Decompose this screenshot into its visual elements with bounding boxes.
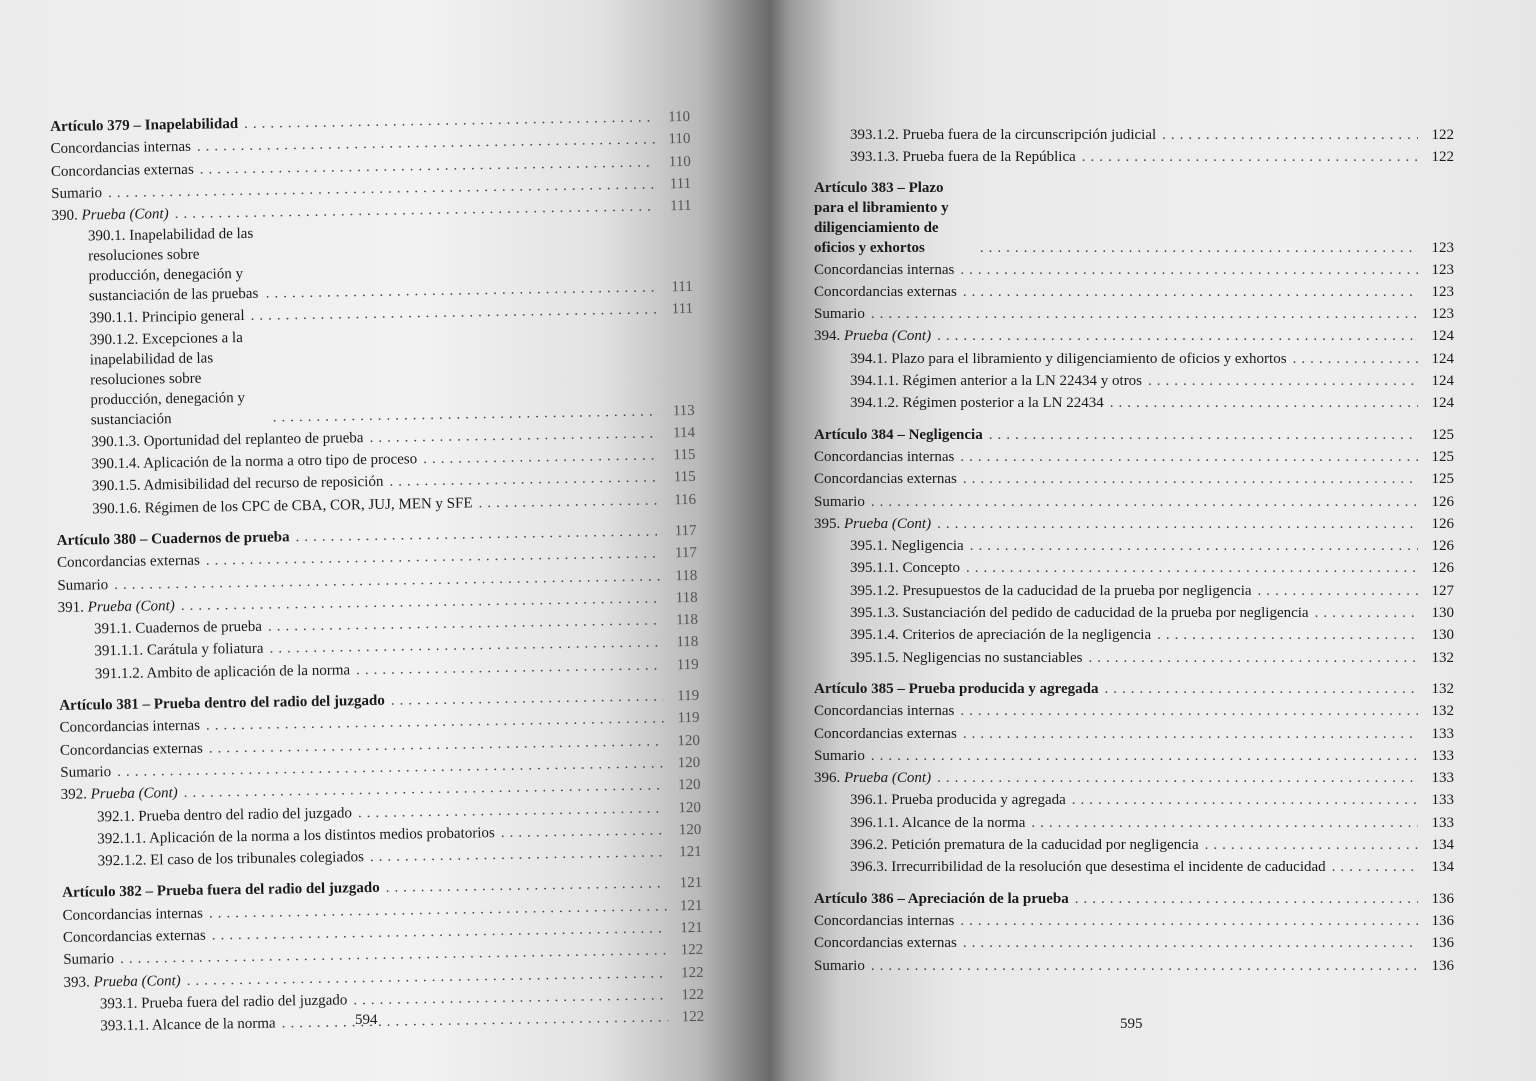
toc-page-number: 120 [677,732,701,749]
toc-page-number: 111 [669,198,692,215]
dot-leader [1072,789,1418,811]
toc-page-number: 122 [1431,127,1454,143]
toc-entry-label: 395.1. Negligencia [850,538,964,555]
toc-page-number: 120 [678,799,702,816]
toc-entry-label: 392.1.1. Aplicación de la norma a los distintos medios probatorios [97,824,495,848]
toc-page-number: 111 [671,279,693,296]
toc-entry [814,178,1454,259]
toc-entry [814,745,1454,767]
toc-page-number: 121 [680,919,703,937]
toc-page-number: 122 [1431,149,1454,166]
toc-entry-label: Artículo 386 – Apreciación de la prueba [814,890,1069,907]
toc-entry-number: 391. [57,599,85,616]
toc-page-number: 122 [680,964,704,981]
dot-leader [356,654,663,681]
toc-entry [814,513,1454,535]
toc-page-number: 124 [1431,350,1454,367]
dot-leader [960,446,1418,468]
toc-entry [814,856,1454,878]
toc-entry [814,468,1454,490]
dot-leader [960,910,1418,932]
dot-leader [1315,602,1418,624]
toc-page-number: 133 [1431,814,1454,831]
dot-leader [960,700,1418,722]
toc-page-number: 121 [679,875,703,892]
toc-page-number: 130 [1431,605,1454,622]
toc-entry [814,910,1454,932]
toc-page-number: 136 [1431,957,1454,974]
dot-leader [370,842,666,869]
toc-page-number: 120 [677,777,701,794]
toc-entry-title: Prueba (Cont) [844,770,932,787]
dot-leader [1088,647,1418,669]
toc-entry [814,124,1454,146]
toc-entry-label: 390.1.3. Oportunidad del replanteo de prueba [91,429,364,451]
toc-page-number: 116 [674,491,697,508]
toc-entry-label: Artículo 384 – Negligencia [814,426,983,443]
toc-entry-label: 396.2. Petición prematura de la caducidad por negligencia [850,837,1199,854]
toc-entry [814,678,1454,700]
toc-entry [814,303,1454,325]
toc-page-number: 126 [1431,560,1454,577]
toc-page-number: 123 [1431,239,1454,256]
toc-entry [814,535,1454,557]
dot-leader [501,819,666,844]
toc-entry [814,325,1454,347]
toc-entry-number: 394. [814,328,841,345]
dot-leader [1104,678,1418,700]
toc-entry-label [60,782,177,806]
toc-entry-number: 392. [60,786,88,804]
toc-entry [814,370,1454,392]
toc-entry-label: Sumario [814,306,865,323]
toc-entry-label: 390.1.2. Excepciones a la inapelabilidad de las resoluciones sobre producción, denegación y sustanciación [89,329,246,429]
toc-entry-title: Prueba (Cont) [844,515,932,532]
toc-entry [814,723,1454,745]
toc-entry-title: Prueba (Cont) [90,785,178,803]
toc-entry [814,624,1454,646]
toc-page-number: 136 [1431,890,1454,907]
toc-page-number: 133 [1431,725,1454,742]
page-folio-right: 595 [1120,1016,1143,1032]
toc-entry-label: Concordancias externas [59,740,203,759]
toc-entry [814,446,1454,468]
toc-page-number: 126 [1431,515,1454,532]
dot-leader [980,238,1418,258]
toc-entry-label: 390.1. Inapelabilidad de las resoluciones sobre producción, denegación y sustanciación de las pruebas [87,226,259,305]
toc-entry-label: 395.1.2. Presupuestos de la caducidad de la prueba por negligencia [850,582,1252,599]
toc-page-number: 119 [677,687,700,705]
toc-entry-title: Prueba (Cont) [87,597,175,616]
toc-page-number: 123 [1431,261,1454,278]
toc-entry-label: 394.1.2. Régimen posterior a la LN 22434 [850,395,1104,412]
toc-entry-label: 395.1.1. Concepto [850,560,960,577]
dot-leader [937,513,1418,535]
toc-page-number: 132 [1431,649,1454,666]
toc-page-number: 127 [1431,582,1454,599]
toc-entry-number: 396. [814,770,841,787]
dot-leader [963,723,1418,745]
toc-page-number: 110 [668,131,691,148]
toc-entry-label: Concordancias externas [814,725,957,742]
toc-entry-label: Concordancias internas [814,703,955,720]
toc-page-number: 117 [674,522,697,540]
toc-entry-label: 390.1.4. Aplicación de la norma a otro tipo de proceso [91,451,418,473]
toc-page-number: 114 [672,424,696,442]
toc-entry [814,888,1454,910]
toc-page-number: 123 [1431,306,1454,323]
toc-entry [52,217,693,308]
toc-entry [814,281,1454,303]
dot-leader [966,557,1418,579]
toc-entry [814,789,1454,811]
toc-entry-label: Sumario [51,185,103,202]
toc-page-number: 132 [1431,680,1454,697]
toc-page-number: 126 [1431,538,1454,555]
dot-leader [871,955,1418,977]
toc-entry-label: Artículo 382 – Prueba fuera del radio del juzgado [62,880,380,902]
toc-entry [814,834,1454,856]
toc-page-number: 110 [668,108,691,126]
dot-leader [963,468,1418,490]
toc-entry-label: Sumario [60,764,112,781]
toc-page-number: 136 [1431,912,1454,929]
toc-entry-label: 391.1. Cuadernos de prueba [93,618,263,638]
toc-page-number: 121 [679,897,703,914]
toc-page-number: 124 [1431,373,1454,390]
dot-leader [1162,124,1418,146]
toc-entry-label: Artículo 381 – Prueba dentro del radio del juzgado [59,692,385,714]
page-folio-left: 594 [355,1012,378,1028]
toc-page-number: 122 [681,986,705,1004]
toc-entry-label: Concordancias externas [814,283,957,300]
toc-page-number: 117 [674,545,698,562]
toc-entry-label: 396.3. Irrecurribilidad de la resolución que desestima el incidente de caducidad [850,859,1326,876]
toc-entry-title: Prueba (Cont) [844,328,932,345]
toc-entry [814,146,1454,168]
toc-entry [814,392,1454,414]
toc-entry-label: Artículo 383 – Plazo para el libramiento y diligenciamiento de oficios y exhortos [814,179,949,256]
toc-entry [814,812,1454,834]
toc-entry [814,348,1454,370]
dot-leader [871,303,1418,325]
dot-leader [1110,392,1418,414]
toc-entry [814,491,1454,513]
toc-entry-label: Concordancias internas [814,448,955,465]
toc-entry-label: Sumario [814,957,865,974]
toc-page-number: 134 [1431,859,1454,876]
toc-entry [814,700,1454,722]
toc-page-number: 125 [1431,448,1454,465]
toc-entry-label: Sumario [814,747,865,764]
dot-leader [937,767,1418,789]
toc-list-left [50,106,704,1038]
toc-entry-label: 393.1.2. Prueba fuera de la circunscripción judicial [850,127,1157,143]
toc-entry-number: 393. [63,974,90,991]
toc-entry-label: 392.1. Prueba dentro del radio del juzgado [96,804,353,825]
toc-entry-label [58,595,175,619]
toc-entry-number: 395. [814,515,841,532]
toc-entry-label: Sumario [57,576,109,594]
toc-entry-label: Concordancias internas [62,905,204,924]
toc-page-number: 111 [669,175,692,193]
toc-entry-label: Artículo 380 – Cuadernos de prueba [56,529,290,549]
toc-page-number: 134 [1431,837,1454,854]
toc-page-number: 123 [1431,283,1454,300]
toc-entry [53,321,695,432]
toc-page-number: 118 [675,589,698,607]
toc-page-number: 115 [673,446,696,464]
toc-entry-number: 390. [51,207,78,225]
toc-entry [814,602,1454,624]
dot-leader [1332,856,1418,878]
toc-entry [814,557,1454,579]
dot-leader [937,325,1418,347]
toc-page-number: 118 [676,634,699,651]
toc-page-number: 118 [675,612,699,629]
toc-entry [814,955,1454,977]
toc-page-number: 124 [1431,328,1454,345]
toc-entry-title: Prueba (Cont) [93,972,181,991]
dot-leader [1157,624,1418,646]
toc-page-number: 125 [1431,471,1454,488]
toc-entry-label: Sumario [63,951,115,969]
toc-page-number: 136 [1431,935,1454,952]
dot-leader [989,424,1418,446]
toc-entry-label: Sumario [814,493,865,510]
dot-leader [281,1007,668,1035]
dot-leader [478,489,660,514]
toc-entry-label: Concordancias externas [50,161,194,180]
toc-page-number: 119 [677,710,700,727]
toc-entry-label [814,767,931,789]
toc-page-number: 122 [680,942,704,959]
toc-entry-label: 390.1.6. Régimen de los CPC de CBA, COR, JUJ, MEN y SFE [92,495,473,518]
toc-page-number: 124 [1431,395,1454,412]
toc-page-number: 119 [676,656,699,673]
toc-page-number: 122 [681,1009,705,1026]
dot-leader [1031,812,1418,834]
toc-page-number: 132 [1431,703,1454,720]
toc-entry-label: 390.1.1. Principio general [89,308,245,327]
toc-entry-label: 390.1.5. Admisibilidad del recurso de reposición [91,474,384,495]
dot-leader [1293,348,1418,370]
toc-page-number: 121 [679,843,702,861]
toc-entry [814,580,1454,602]
toc-page-number: 111 [671,301,694,318]
toc-entry [814,259,1454,281]
toc-entry [814,647,1454,669]
toc-page-number: 130 [1431,627,1454,644]
right-page [768,0,1536,1081]
toc-entry-label [814,325,931,347]
toc-page-number: 120 [677,754,701,772]
toc-entry-label: Concordancias internas [814,261,955,278]
toc-entry-label: 394.1.1. Régimen anterior a la LN 22434 y otros [850,373,1143,390]
dot-leader [970,535,1418,557]
toc-entry-label: 395.1.3. Sustanciación del pedido de caducidad de la prueba por negligencia [850,605,1309,622]
toc-entry-label: 395.1.5. Negligencias no sustanciables [850,649,1083,666]
toc-entry-label: 391.1.1. Carátula y foliatura [94,641,264,660]
dot-leader [871,745,1418,767]
dot-leader [963,932,1418,954]
toc-page-number: 120 [678,821,702,839]
toc-page-number: 133 [1431,747,1454,764]
toc-entry-label: Concordancias externas [56,552,200,572]
toc-page-number: 115 [673,469,696,486]
toc-page-number: 118 [675,567,698,584]
toc-entry-label: Concordancias externas [814,935,957,952]
dot-leader [1075,888,1418,910]
toc-list-right [814,124,1454,977]
toc-entry-label: 396.1. Prueba producida y agregada [850,792,1066,809]
dot-leader [1148,370,1418,392]
toc-entry [814,424,1454,446]
toc-entry-label: Concordancias internas [59,718,201,737]
toc-entry-label: 394.1. Plazo para el libramiento y diligenciamiento de oficios y exhortos [850,350,1287,367]
toc-entry-label: Concordancias externas [62,927,206,946]
toc-entry-label: Artículo 385 – Prueba producida y agregada [814,680,1099,697]
toc-entry-label: 391.1.2. Ambito de aplicación de la norma [94,662,351,683]
toc-entry-label: 393.1. Prueba fuera del radio del juzgado [99,992,348,1013]
toc-entry [814,932,1454,954]
toc-page-number: 133 [1431,770,1454,787]
toc-page-number: 113 [672,402,695,420]
dot-leader [963,281,1418,303]
toc-entry-label: 393.1.3. Prueba fuera de la República [850,149,1076,166]
toc-entry-label: 393.1.1. Alcance de la norma [100,1015,276,1035]
toc-entry-label: Concordancias internas [50,139,192,158]
dot-leader [1082,146,1418,168]
toc-entry-label [51,203,168,227]
toc-page-number: 133 [1431,792,1454,809]
toc-entry-label [814,513,931,535]
toc-entry-label: 392.1.2. El caso de los tribunales colegiados [97,849,365,870]
toc-entry-label [63,970,180,994]
toc-entry-label: 396.1.1. Alcance de la norma [850,814,1026,831]
toc-page-number: 110 [668,153,691,170]
toc-page-number: 125 [1431,426,1454,443]
toc-entry-label: Artículo 379 – Inapelabilidad [50,116,239,135]
toc-entry-title: Prueba (Cont) [81,206,169,224]
toc-entry-label: 395.1.4. Criterios de apreciación de la negligencia [850,627,1152,644]
toc-entry-label: Concordancias internas [814,912,955,929]
dot-leader [871,491,1418,513]
toc-entry-label: Concordancias externas [814,471,957,488]
toc-page-number: 126 [1431,493,1454,510]
dot-leader [1205,834,1418,856]
toc-entry [814,767,1454,789]
dot-leader [1258,580,1418,602]
dot-leader [960,259,1418,281]
